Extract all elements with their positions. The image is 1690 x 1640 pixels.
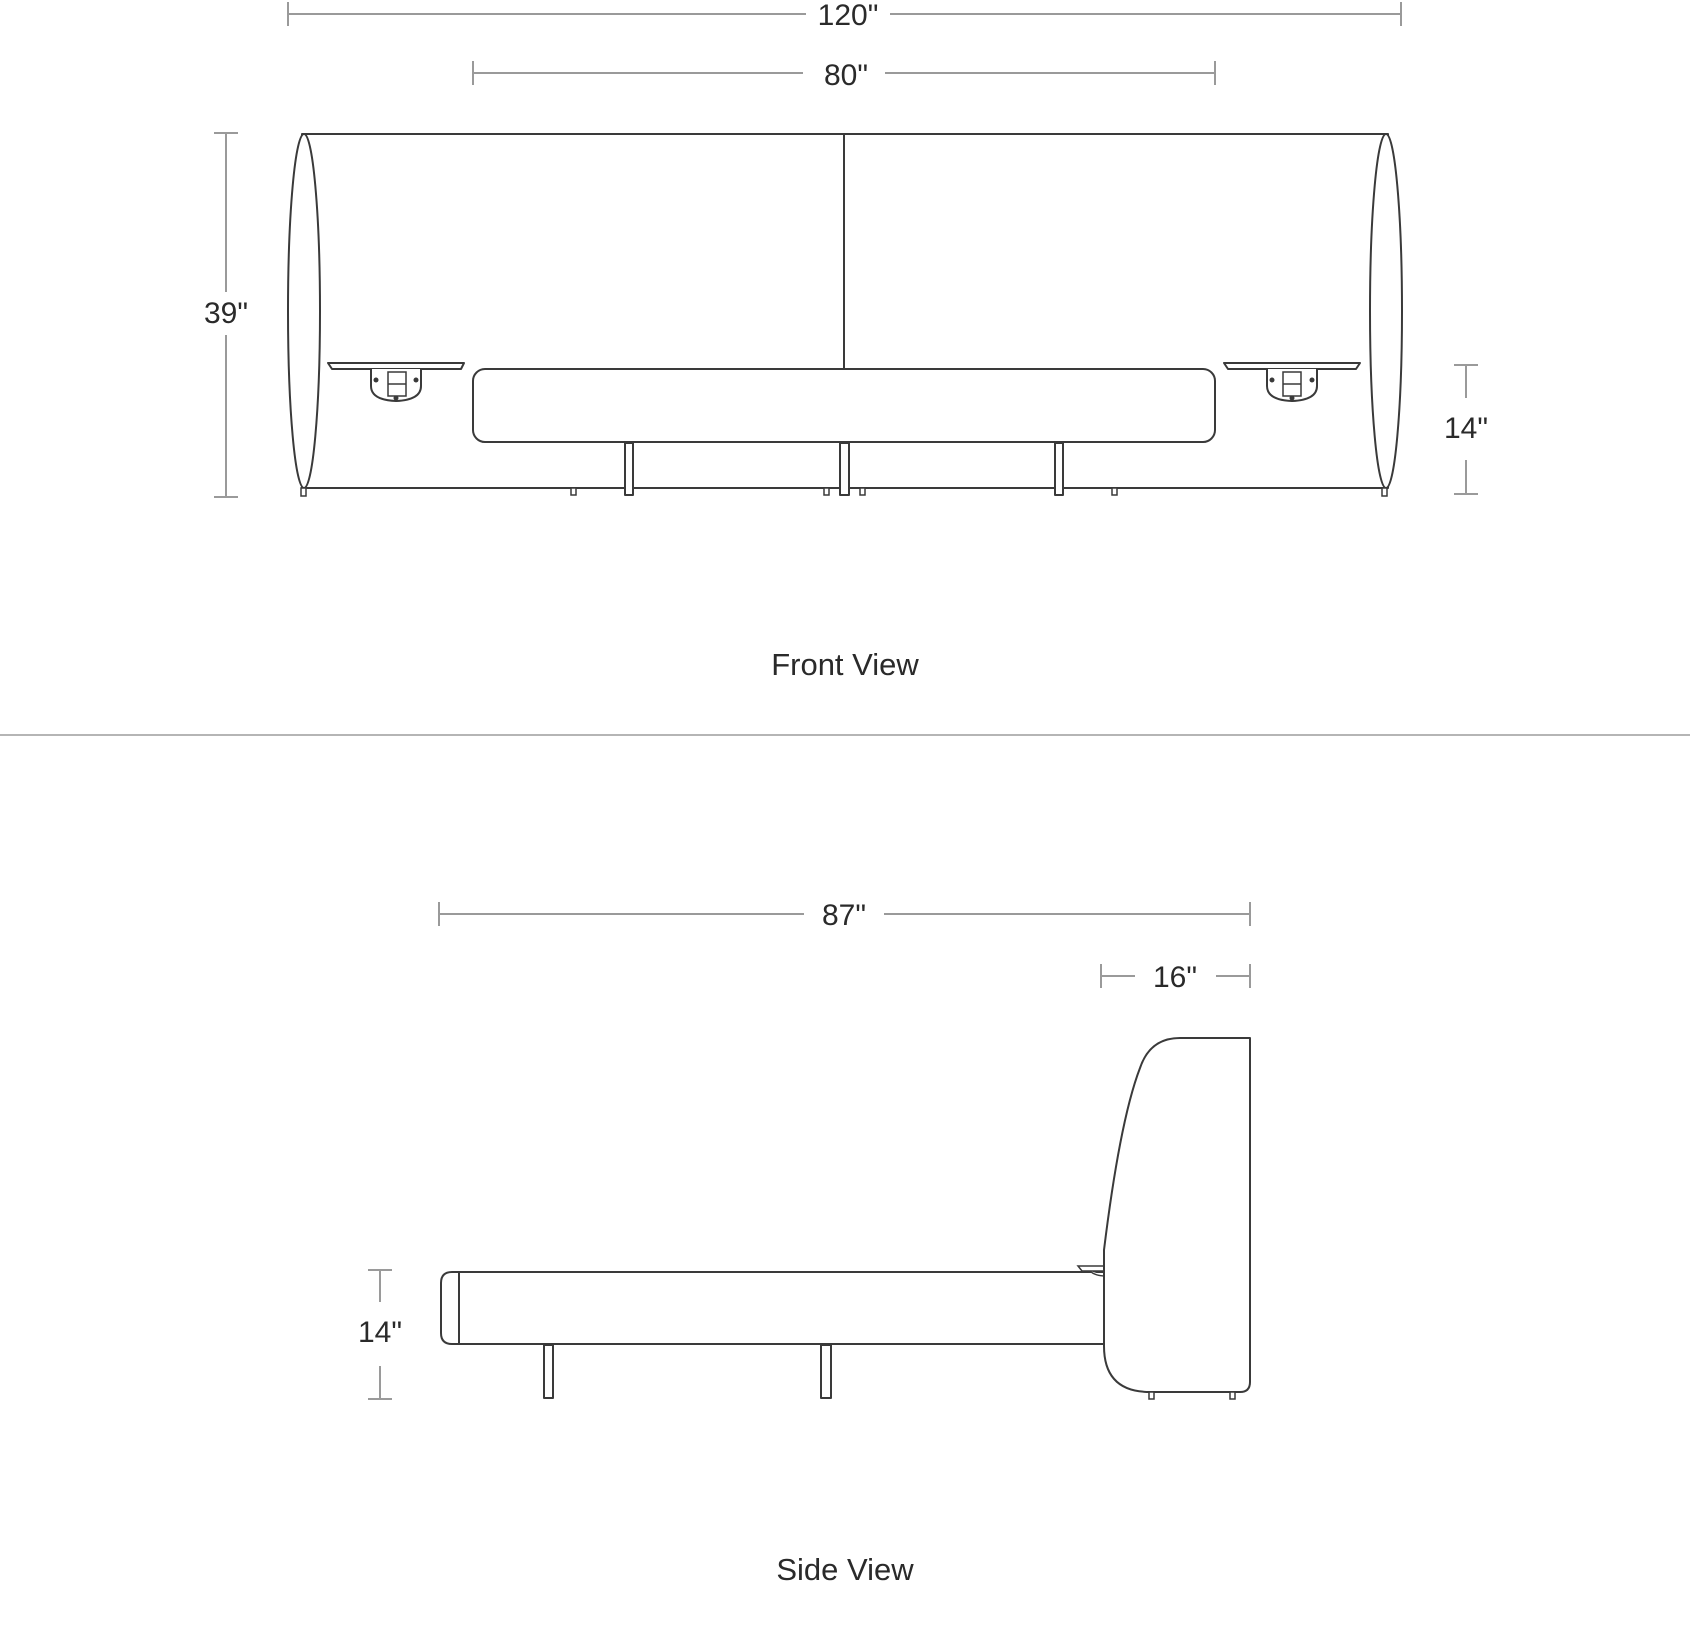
headboard-height-label: 39"	[203, 297, 249, 330]
dimension-overall-width	[288, 0, 1401, 32]
front-view-caption: Front View	[771, 647, 919, 682]
dimension-overall-length	[439, 899, 1250, 932]
overall-length-label: 87"	[821, 899, 867, 932]
dimension-nightstand-height	[1444, 365, 1488, 494]
dimension-headboard-height	[204, 133, 248, 497]
side-view-caption: Side View	[776, 1552, 914, 1587]
nightstand-height-label: 14"	[1443, 412, 1489, 445]
bed-platform-side	[441, 1272, 1110, 1398]
headboard-side	[1104, 1038, 1250, 1399]
side-view	[358, 899, 1250, 1587]
dimension-bed-width	[473, 59, 1215, 92]
dimension-frame-height	[358, 1270, 402, 1399]
front-view	[204, 0, 1488, 682]
headboard-depth-label: 16"	[1152, 961, 1198, 994]
dimension-headboard-depth	[1101, 961, 1250, 994]
frame-height-label: 14"	[357, 1316, 403, 1349]
overall-width-label: 120"	[817, 0, 879, 32]
bed-width-label: 80"	[823, 59, 869, 92]
